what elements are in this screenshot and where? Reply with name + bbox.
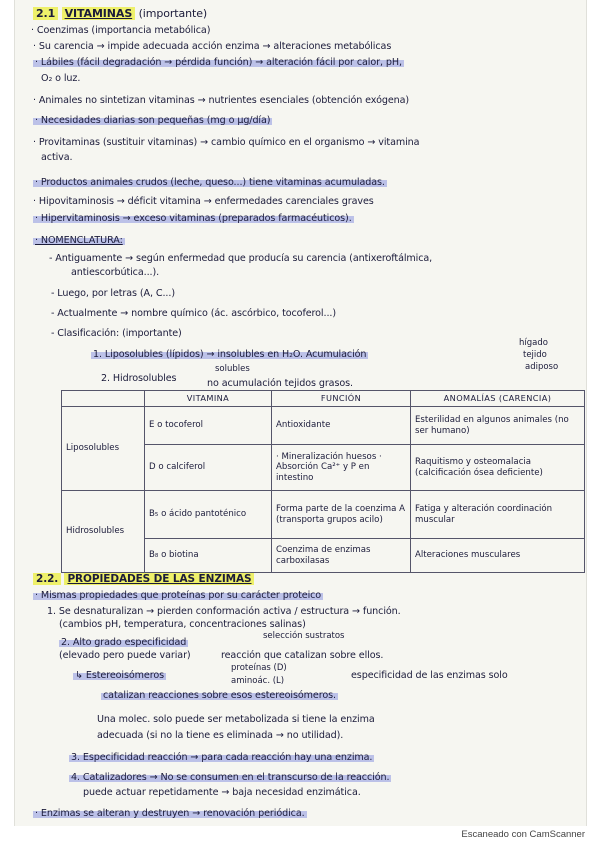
note-line: · NOMENCLATURA: (35, 235, 123, 246)
table-cell: Antioxidante (272, 407, 411, 445)
note-line: - Clasificación: (importante) (51, 328, 182, 339)
note-line: antiescorbútica...). (71, 267, 160, 278)
table-row (62, 491, 585, 539)
vitamin-table (61, 390, 585, 573)
section-note: (importante) (138, 7, 208, 20)
table-cell: Alteraciones musculares (411, 539, 585, 573)
note-line: - Antiguamente → según enfermedad que producía su carencia (antixeroftálmica, (49, 253, 433, 264)
note-line: 4. Catalizadores → No se consumen en el transcurso de la reacción. (71, 772, 390, 783)
section-enzimas-title (33, 573, 254, 585)
note-line: Una molec. solo puede ser metabolizada si tiene la enzima (97, 714, 375, 725)
note-line: catalizan reacciones sobre esos estereoisómeros. (103, 690, 336, 701)
section-vitaminas-title (33, 8, 207, 20)
note-line: 2. Hidrosolubles (101, 373, 177, 384)
side-note: solubles (215, 364, 250, 374)
note-line: (elevado pero puede variar) (59, 650, 191, 661)
note-line: · Enzimas se alteran y destruyen → renovación periódica. (35, 808, 305, 819)
note-line: · Coenzimas (importancia metabólica) (31, 25, 211, 36)
note-line: O₂ o luz. (41, 73, 81, 84)
group-cell: Hidrosolubles (62, 491, 145, 573)
note-line: no acumulación tejidos grasos. (207, 378, 353, 389)
note-line: · Lábiles (fácil degradación → pérdida función) → alteración fácil por calor, pH, (35, 57, 402, 68)
note-line: reacción que catalizan sobre ellos. (221, 650, 384, 661)
table-cell: E o tocoferol (145, 407, 272, 445)
note-line: · Productos animales crudos (leche, queso...) tiene vitaminas acumuladas. (35, 177, 385, 188)
section-number: 2.1 (33, 7, 58, 20)
note-line: · Provitaminas (sustituir vitaminas) → cambio químico en el organismo → vitamina (33, 137, 420, 148)
section-title: PROPIEDADES DE LAS ENZIMAS (64, 573, 254, 585)
note-line: especificidad de las enzimas solo (351, 670, 508, 681)
note-line: · Animales no sintetizan vitaminas → nutrientes esenciales (obtención exógena) (33, 95, 410, 106)
table-header-row (62, 391, 585, 407)
table-cell: Esterilidad en algunos animales (no ser humano) (411, 407, 585, 445)
table-header-cell: ANOMALÍAS (CARENCIA) (411, 391, 585, 407)
section-number: 2.2. (33, 573, 61, 585)
side-note: adiposo (525, 362, 559, 372)
table-cell: Raquitismo y osteomalacia (calcificación ósea deficiente) (411, 445, 585, 491)
table-cell: · Mineralización huesos · Absorción Ca²⁺ y P en intestino (272, 445, 411, 491)
table-cell: B₈ o biotina (145, 539, 272, 573)
note-line: 3. Especificidad reacción → para cada reacción hay una enzima. (71, 752, 373, 763)
note-line: puede actuar repetidamente → baja necesidad enzimática. (83, 787, 361, 798)
table-cell: B₅ o ácido pantoténico (145, 491, 272, 539)
note-line: · Su carencia → impide adecuada acción enzima → alteraciones metabólicas (33, 41, 392, 52)
scanner-watermark: Escaneado con CamScanner (461, 829, 585, 840)
note-line: - Luego, por letras (A, C...) (51, 288, 175, 299)
note-line: · Mismas propiedades que proteínas por su carácter proteico (35, 590, 322, 601)
section-title: VITAMINAS (62, 7, 136, 20)
side-note: hígado (519, 338, 548, 348)
side-note: selección sustratos (263, 631, 345, 641)
note-line: - Actualmente → nombre químico (ác. ascórbico, tocoferol...) (51, 308, 336, 319)
table-cell: D o calciferol (145, 445, 272, 491)
group-cell: Liposolubles (62, 407, 145, 491)
note-line: aminoác. (L) (231, 676, 285, 686)
table-cell: Coenzima de enzimas carboxilasas (272, 539, 411, 573)
table-corner-cell (62, 391, 145, 407)
note-line: 1. Se desnaturalizan → pierden conformación activa / estructura → función. (47, 606, 401, 617)
table-header-cell: VITAMINA (145, 391, 272, 407)
note-line: 1. Liposolubles (lípidos) → insolubles en H₂O. Acumulación (93, 349, 367, 360)
note-line: adecuada (si no la tiene es eliminada → no utilidad). (97, 730, 344, 741)
note-line: proteínas (D) (231, 663, 287, 673)
note-line: 2. Alto grado especificidad (61, 637, 187, 648)
notebook-page (14, 0, 587, 826)
table-cell: Forma parte de la coenzima A (transporta grupos acilo) (272, 491, 411, 539)
note-line: · Hipovitaminosis → déficit vitamina → enfermedades carenciales graves (33, 196, 374, 207)
table-row (62, 407, 585, 445)
note-line: ↳ Estereoisómeros (75, 670, 165, 681)
table-header-cell: FUNCIÓN (272, 391, 411, 407)
note-line: (cambios pH, temperatura, concentraciones salinas) (59, 619, 306, 630)
note-line: · Hipervitaminosis → exceso vitaminas (preparados farmacéuticos). (35, 213, 352, 224)
side-note: tejido (523, 350, 547, 360)
note-line: · Necesidades diarias son pequeñas (mg o μg/día) (35, 115, 271, 126)
table-cell: Fatiga y alteración coordinación muscular (411, 491, 585, 539)
note-line: activa. (41, 152, 73, 163)
